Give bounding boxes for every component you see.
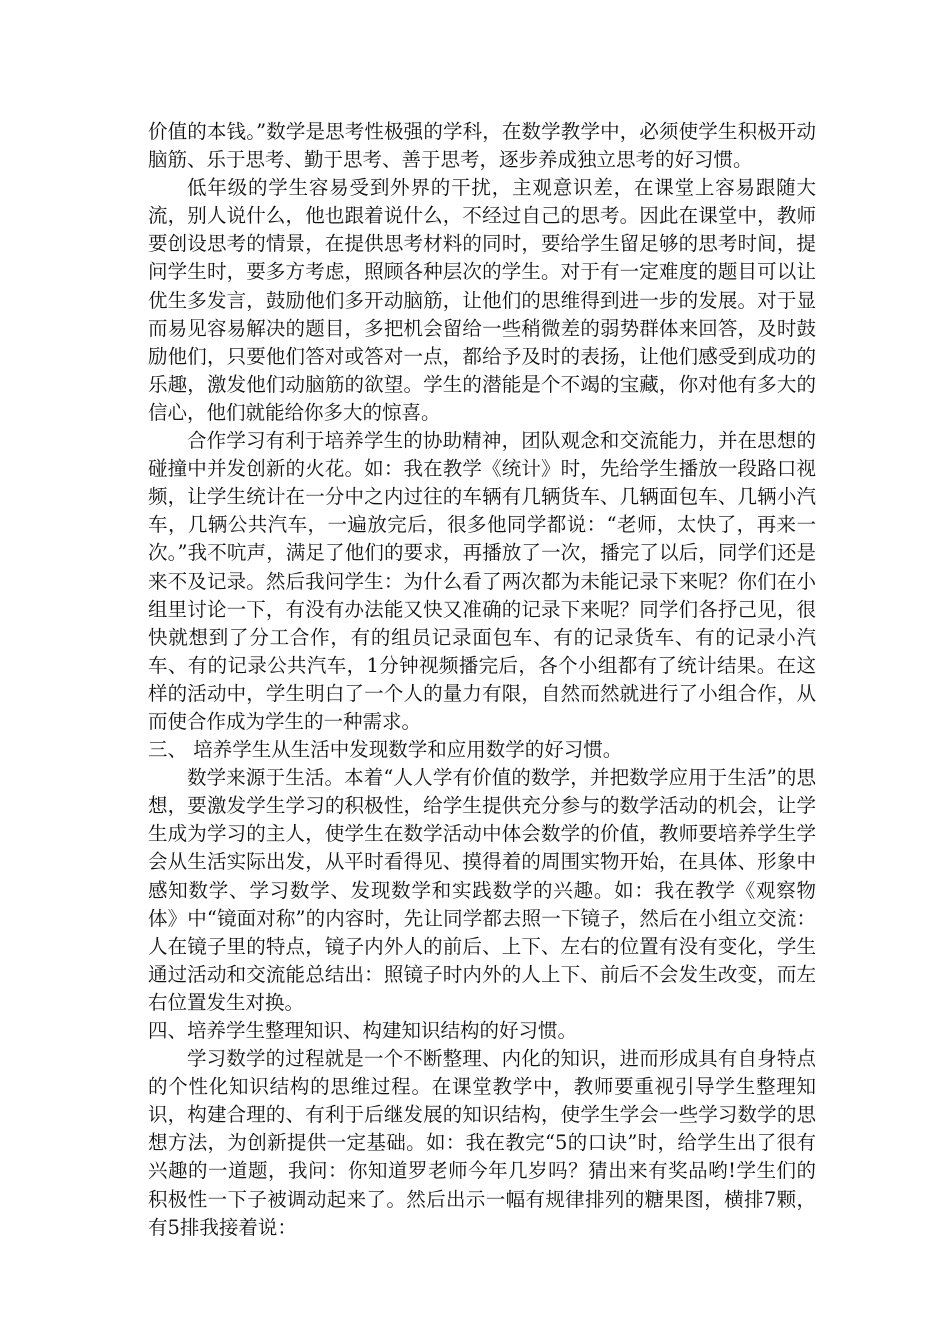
section-heading-4: 四、培养学生整理知识、构建知识结构的好习惯。 bbox=[148, 1019, 578, 1042]
paragraph-cooperative-learning: 合作学习有利于培养学生的协助精神，团队观念和交流能力，并在思想的碰撞中并发创新的火花。如：我在教学《统计》时，先给学生播放一段路口视频，让学生统计在一分中之内过往的车辆有几辆货车、几辆面包车、几辆小汽车，几辆公共汽车，一遍放完后，很多他同学都说：“老师，太快了，再来一次。”我不吭声，满足了他们的要求，再播放了一次，播完了以后，同学们还是来不及记录。然后我问学生：为什么看了两次都为未能记录下来呢？你们在小组里讨论一下，有没有办法能又快又准确的记录下来呢？同学们各抒己见，很快就想到了分工合作，有的组员记录面包车、有的记录货车、有的记录小汽车、有的记录公共汽车，1分钟视频播完后，各个小组都有了统计结果。在这样的活动中，学生明白了一个人的量力有限，自然而然就进行了小组合作，从而使合作成为学生的一种需求。 bbox=[148, 429, 816, 733]
paragraph-lower-grade-thinking: 低年级的学生容易受到外界的干扰，主观意识差，在课堂上容易跟随大流，别人说什么，他也跟着说什么，不经过自己的思考。因此在课堂中，教师要创设思考的情景，在提供思考材料的同时，要给学生留足够的思考时间，提问学生时，要多方考虑，照顾各种层次的学生。对于有一定难度的题目可以让优生多发言，鼓励他们多开动脑筋，让他们的思维得到进一步的发展。对于显而易见容易解决的题目，多把机会留给一些稍微差的弱势群体来回答，及时鼓励他们，只要他们答对或答对一点，都给予及时的表扬，让他们感受到成功的乐趣，激发他们动脑筋的欲望。学生的潜能是个不竭的宝藏，你对他有多大的信心，他们就能给你多大的惊喜。 bbox=[148, 176, 816, 424]
section-heading-3: 三、 培养学生从生活中发现数学和应用数学的好习惯。 bbox=[148, 738, 623, 762]
paragraph-continuation: 价值的本钱。”数学是思考性极强的学科，在数学教学中，必须使学生积极开动脑筋、乐于思考、勤于思考、善于思考，逐步养成独立思考的好习惯。 bbox=[148, 120, 816, 172]
paragraph-knowledge-structure: 学习数学的过程就是一个不断整理、内化的知识，进而形成具有自身特点的个性化知识结构的思维过程。在课堂教学中，教师要重视引导学生整理知识，构建合理的、有利于后继发展的知识结构，使学生学会一些学习数学的思想方法，为创新提供一定基础。如：我在教完“5的口诀”时，给学生出了很有兴趣的一道题，我问：你知道罗老师今年几岁吗？猜出来有奖品哟!学生们的积极性一下子被调动起来了。然后出示一幅有规律排列的糖果图，横排7颗，有5排我接着说： bbox=[148, 1047, 816, 1239]
document-body bbox=[148, 118, 816, 1242]
paragraph-math-from-life: 数学来源于生活。本着“人人学有价值的数学，并把数学应用于生活”的思想，要激发学生学习的积极性，给学生提供充分参与的数学活动的机会，让学生成为学习的主人，使学生在数学活动中体会数学的价值，教师要培养学生学会从生活实际出发，从平时看得见、摸得着的周围实物开始，在具体、形象中感知数学、学习数学、发现数学和实践数学的兴趣。如：我在教学《观察物体》中“镜面对称”的内容时，先让同学都去照一下镜子，然后在小组立交流：人在镜子里的特点，镜子内外人的前后、上下、左右的位置有没有变化，学生通过活动和交流能总结出：照镜子时内外的人上下、前后不会发生改变，而左右位置发生对换。 bbox=[148, 766, 816, 1014]
